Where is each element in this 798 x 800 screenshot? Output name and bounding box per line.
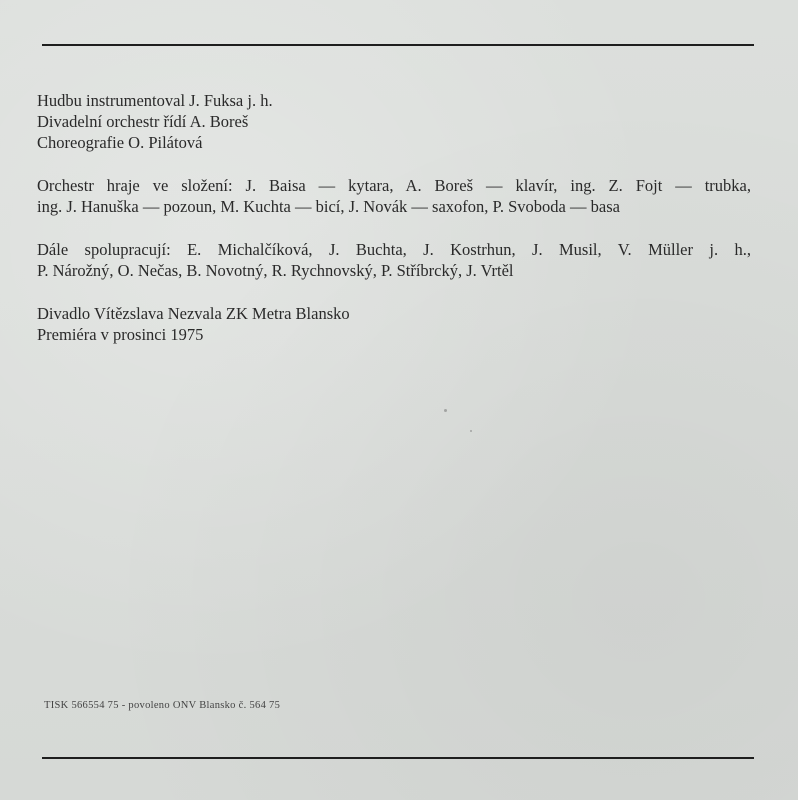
orchestra-line-2: ing. J. Hanuška — pozoun, M. Kuchta — bicí, J. Novák — saxofon, P. Svoboda — basa (37, 197, 620, 216)
credits-block (37, 90, 757, 153)
arrangement-credit: Hudbu instrumentoval J. Fuksa j. h. (37, 91, 273, 110)
choreography-credit: Choreografie O. Pilátová (37, 133, 203, 152)
production-block (37, 303, 757, 345)
bottom-rule (42, 757, 754, 759)
paper-speck (444, 409, 447, 412)
collaborators-line-2: P. Nárožný, O. Nečas, B. Novotný, R. Rychnovský, P. Stříbrcký, J. Vrtěl (37, 261, 514, 280)
collaborators-line-1: Dále spolupracují: E. Michalčíková, J. Buchta, J. Kostrhun, J. Musil, V. Müller j. h., (37, 240, 751, 259)
top-rule (42, 44, 754, 46)
premiere-date: Premiéra v prosinci 1975 (37, 325, 204, 344)
orchestra-block (37, 175, 757, 217)
paper-speck (470, 430, 472, 432)
collaborators-block (37, 239, 757, 281)
theatre-name: Divadlo Vítězslava Nezvala ZK Metra Blansko (37, 304, 350, 323)
conductor-credit: Divadelní orchestr řídí A. Boreš (37, 112, 249, 131)
orchestra-line-1: Orchestr hraje ve složení: J. Baisa — kytara, A. Boreš — klavír, ing. Z. Fojt — trubka, (37, 176, 751, 195)
credits-content (37, 90, 757, 367)
print-permit-note: TISK 566554 75 - povoleno ONV Blansko č. 564 75 (44, 700, 281, 711)
